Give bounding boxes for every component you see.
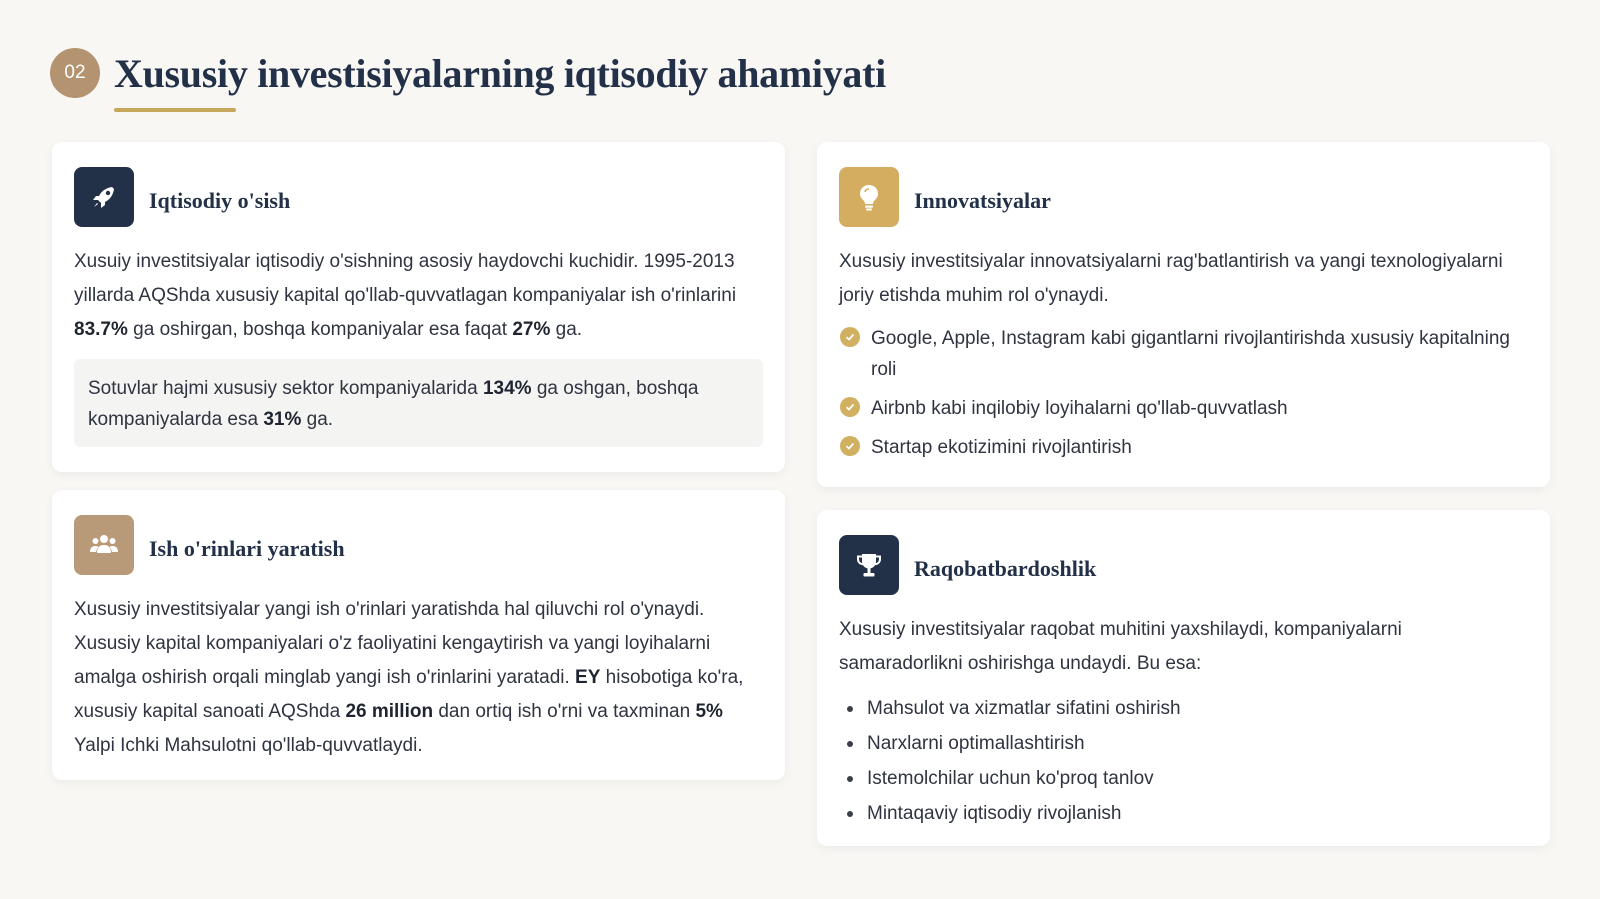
card-economic-growth [52,142,785,472]
list-item: Istemolchilar uchun ko'proq tanlov [839,761,1528,796]
title-underline [114,108,236,112]
card-paragraph: Xusuiy investitsiyalar iqtisodiy o'sishning asosiy haydovchi kuchidir. 1995-2013 yillarda AQShda xususiy kapital qo'llab-quvvatlagan kompaniyalar ish o'rinlarini 83.7% ga oshirgan, boshqa kompaniyalar esa faqat 27% ga. [74,251,737,340]
list-item: Mintaqaviy iqtisodiy rivojlanish [839,796,1528,831]
card-header [74,515,763,575]
card-innovation [817,142,1550,487]
competition-list [839,691,1528,831]
list-item: Startap ekotizimini rivojlantirish [839,432,1528,463]
card-paragraph: Xususiy investitsiyalar yangi ish o'rinlari yaratishda hal qiluvchi rol o'ynaydi. Xususiy kapital kompaniyalari o'z faoliyatini kengaytirish va yangi loyihalarni amalga oshirish orqali minglab yangi ish o'rinlarini yaratadi. EY hisobotiga ko'ra, xususiy kapital sanoati AQShda 26 million dan ortiq ish o'rni va taxminan 5% Yalpi Ichki Mahsulotni qo'llab-quvvatlaydi. [74,599,744,756]
card-header [839,535,1528,595]
check-circle-icon [840,436,860,456]
list-item: Airbnb kabi inqilobiy loyihalarni qo'llab-quvvatlash [839,393,1528,424]
check-circle-icon [840,327,860,347]
trophy-icon [839,535,899,595]
card-header [839,167,1528,227]
section-number-badge: 02 [50,48,100,98]
users-icon [74,515,134,575]
card-title: Iqtisodiy o'sish [149,188,291,213]
list-item: Narxlarni optimallashtirish [839,726,1528,761]
card-title: Ish o'rinlari yaratish [149,536,345,561]
bullet-dot-icon [847,776,853,782]
card-header [74,167,763,227]
card-title: Raqobatbardoshlik [914,556,1097,581]
card-title: Innovatsiyalar [914,188,1051,213]
rocket-icon [74,167,134,227]
sales-note: Sotuvlar hajmi xususiy sektor kompaniyalarida 134% ga oshgan, boshqa kompaniyalarda esa 31% ga. [74,359,763,447]
card-competitiveness [817,510,1550,846]
check-circle-icon [840,397,860,417]
bullet-dot-icon [847,811,853,817]
list-item: Google, Apple, Instagram kabi gigantlarni rivojlantirishda xususiy kapitalning roli [839,323,1528,385]
bullet-dot-icon [847,706,853,712]
card-job-creation [52,490,785,780]
slide-header [50,48,886,98]
card-paragraph: Xususiy investitsiyalar innovatsiyalarni rag'batlantirish va yangi texnologiyalarni joriy etishda muhim rol o'ynaydi. [839,251,1503,306]
lightbulb-icon [839,167,899,227]
list-item: Mahsulot va xizmatlar sifatini oshirish [839,691,1528,726]
innovation-list [839,323,1528,463]
card-paragraph: Xususiy investitsiyalar raqobat muhitini yaxshilaydi, kompaniyalarni samaradorlikni oshirishga undaydi. Bu esa: [839,619,1402,674]
page-title: Xususiy investisiyalarning iqtisodiy ahamiyati [114,50,886,96]
bullet-dot-icon [847,741,853,747]
